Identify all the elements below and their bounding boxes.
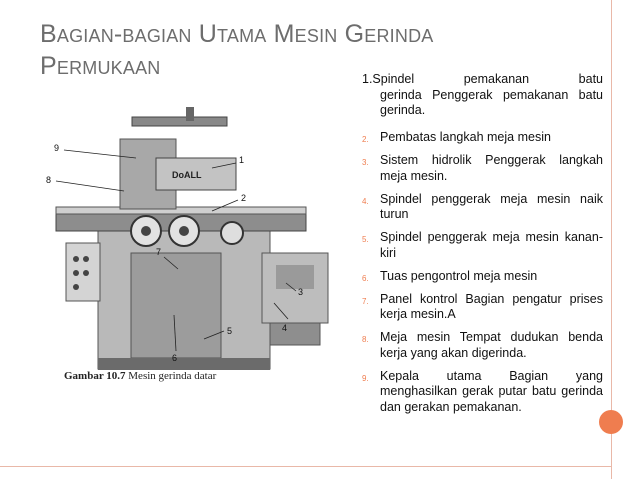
list-item [362,230,603,261]
callout-6: 6 [172,353,178,363]
list-item [362,269,603,285]
list-item-text: Kepala utama Bagian yang menghasilkan gerak putar batu gerinda dan gerakan pemakanan. [380,368,603,414]
list-item-text: Tuas pengontrol meja mesin [380,268,538,283]
list-item-number: 8. [362,335,369,344]
list-item-text: Spindel penggerak meja mesin naik turun [380,191,603,221]
figure-caption-text: Mesin gerinda datar [125,370,217,382]
list-item-text: Spindel penggerak meja mesin kanan-kiri [380,230,603,260]
lead-item [362,72,603,119]
list-item-number: 4. [362,196,369,206]
list-item-text: Pembatas langkah meja mesin [380,130,551,144]
list-item-number: 3. [362,158,369,167]
callout-5: 5 [227,326,233,336]
list-item-number: 5. [362,235,369,244]
list-item [362,330,603,361]
callout-3: 3 [298,287,304,297]
right-border-line [611,0,612,479]
lead-item-rest: gerinda Penggerak pemakanan batu gerinda. [380,87,603,117]
bottom-border-line [0,466,611,467]
slide-title: Bagian-bagian Utama Mesin Gerinda Permukaan [40,20,434,80]
list-item [362,130,603,146]
grinding-machine-figure [36,103,344,393]
callout-8: 8 [46,175,52,185]
list-item-text: Meja mesin Tempat dudukan benda kerja yang akan digerinda. [380,330,603,360]
figure-caption [64,370,216,382]
list-item-number: 9. [362,373,369,383]
list-item-number: 2. [362,135,369,144]
callout-9: 9 [54,143,60,153]
list-item-text: Panel kontrol Bagian pengatur prises kerja mesin.A [380,291,603,321]
callout-2: 2 [241,193,247,203]
figure-caption-label: Gambar 10.7 [64,370,126,382]
list-item [362,192,603,223]
list-item [362,369,603,416]
list-item [362,292,603,323]
list-item-number: 7. [362,296,369,306]
callout-7: 7 [156,247,162,257]
callout-1: 1 [239,155,245,165]
callout-4: 4 [282,323,288,333]
list-item-number: 6. [362,273,369,283]
list-item [362,153,603,184]
parts-list [362,130,603,423]
lead-item-first-line: 1.Spindel pemakanan batu [362,72,603,86]
list-item-text: Sistem hidrolik Penggerak langkah meja mesin. [380,153,603,183]
machine-brand-label: DoALL [172,170,202,180]
